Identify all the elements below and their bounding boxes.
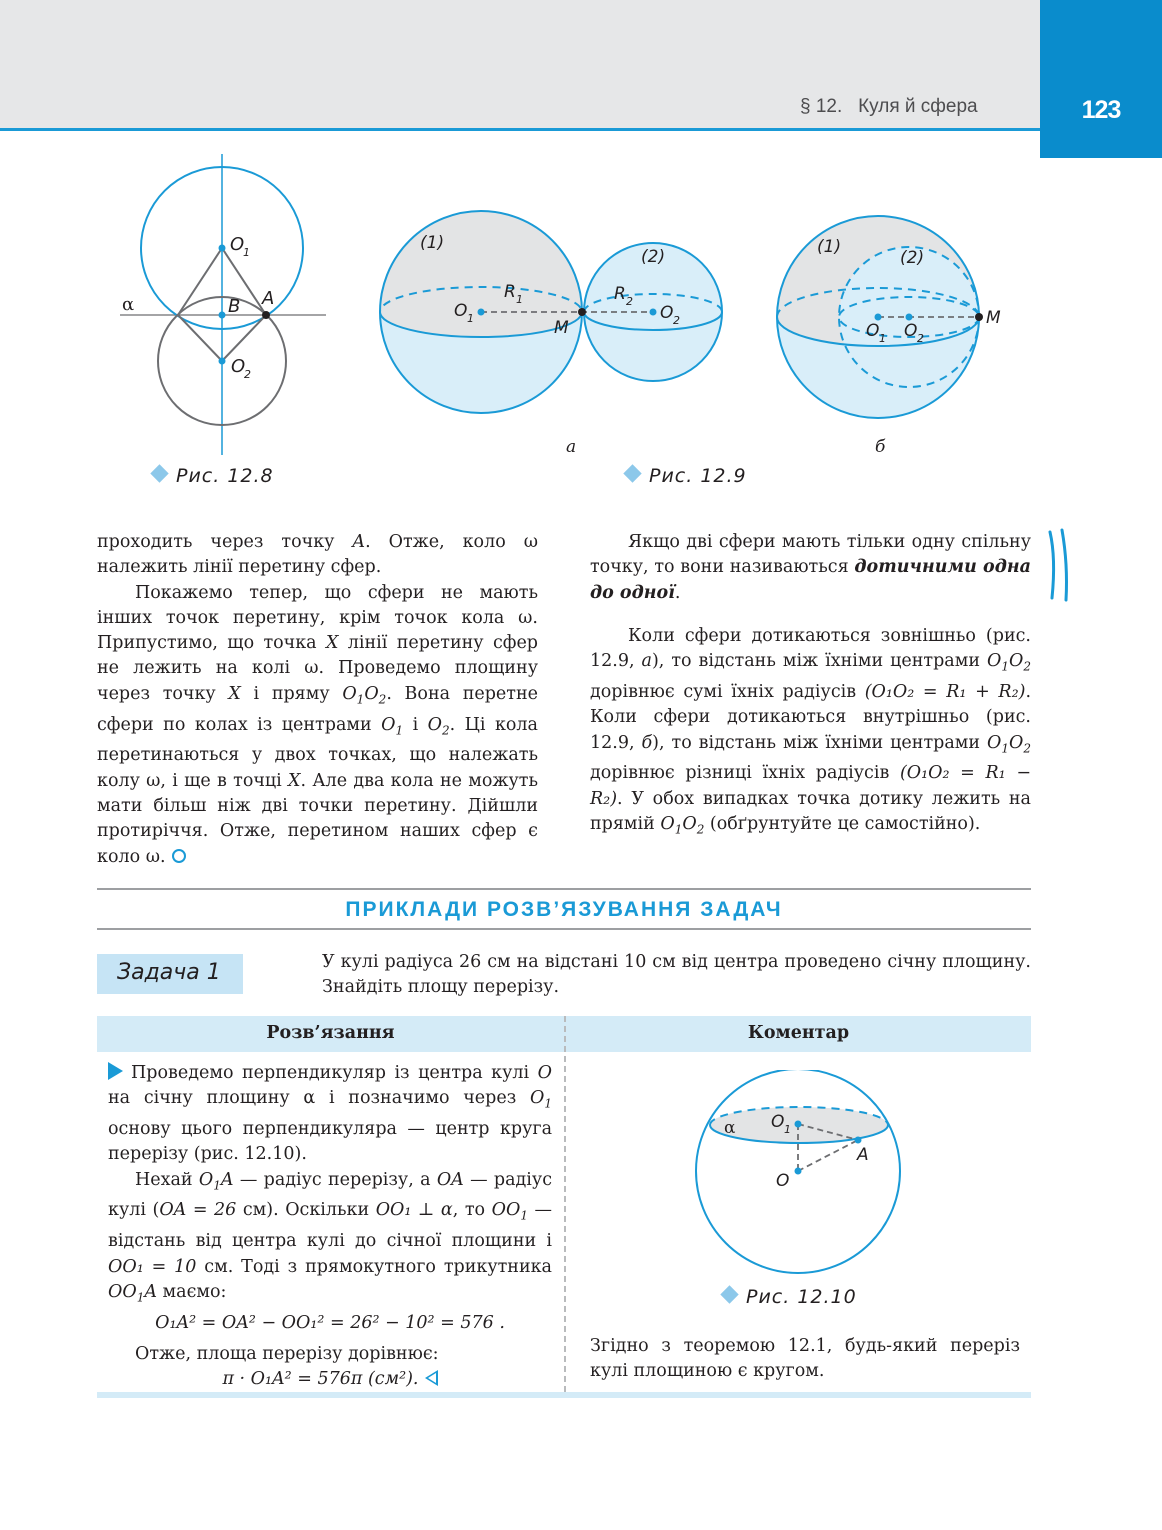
label-a-fig10: A xyxy=(857,1145,869,1165)
label-sphere1-a: (1) xyxy=(420,233,445,253)
ref-a: а xyxy=(641,651,652,672)
label-sphere2-b: (2) xyxy=(900,248,925,268)
fig-12-9a-sublabel: а xyxy=(566,437,577,457)
text-span: . Але два кола не можуть мати більш ніж дві точки перетину. Дійшли протиріччя. Отже, перетином наших сфер є коло ω. xyxy=(97,770,538,867)
text-span: , то xyxy=(452,1200,492,1221)
formula-answer: π · O₁A² = 576π (см²). xyxy=(222,1369,419,1390)
var-x: X xyxy=(325,633,339,654)
definition-term: дотичними одна до одної xyxy=(590,557,1031,603)
end-solution-icon xyxy=(425,1370,438,1386)
solution-paragraph-1 xyxy=(108,1061,552,1168)
right-column xyxy=(590,530,1031,843)
right-paragraph-2 xyxy=(590,624,1031,843)
text-span: Якщо дві сфери мають тільки одну спільну точку, то вони називаються xyxy=(590,532,1031,578)
var-a: A xyxy=(352,532,366,552)
var-o2: $O_2$ xyxy=(427,714,450,738)
label-o2-9b: O xyxy=(904,321,918,341)
text-span: . Коли сфери дотикаються внутрішньо (рис. 12.9, xyxy=(590,681,1032,753)
fig-12-9b-sublabel: б xyxy=(875,437,886,457)
solution-text xyxy=(108,1061,552,1393)
label-r1-9a: R xyxy=(504,282,516,302)
header-rule xyxy=(0,128,1040,131)
diamond-icon xyxy=(623,464,641,482)
formula-sum: (O₁O₂ = R₁ + R₂) xyxy=(864,681,1026,702)
label-b-fig8: B xyxy=(228,296,241,317)
var-o: O xyxy=(427,714,442,735)
label-m-9a: M xyxy=(554,318,569,338)
fig-12-8-caption xyxy=(153,465,274,487)
left-paragraph-2 xyxy=(97,581,538,870)
label-r1-sub-9a: 1 xyxy=(516,293,523,306)
label-sphere2-a: (2) xyxy=(641,247,666,267)
var-o: O xyxy=(364,683,379,704)
figure-12-9b-drawing xyxy=(777,216,983,418)
formula-main: O₁A² = OA² − OO₁² = 26² − 10² = 576 xyxy=(155,1312,494,1333)
formula-perp: OO₁ ⊥ α xyxy=(375,1200,453,1221)
var-o1: $O_1$ xyxy=(381,714,404,738)
text-span: . Вона перетне сфери по колах із центрами xyxy=(97,683,538,735)
var-x: X xyxy=(228,683,241,704)
label-r2-9a: R xyxy=(614,284,626,304)
ref-b: б xyxy=(641,732,653,753)
text-span: проходить через точку xyxy=(97,532,353,552)
text-span: . У обох випадках точка дотику лежить на прямій xyxy=(590,788,1031,834)
section-rule-top xyxy=(97,888,1031,890)
label-alpha-fig8: α xyxy=(122,294,135,315)
text-span: — радіус перерізу, а xyxy=(233,1169,437,1190)
header-comment: Коментар xyxy=(747,1023,850,1043)
text-span: дорівнює сумі їхніх радіусів xyxy=(590,681,865,702)
diamond-icon xyxy=(720,1285,738,1303)
text-span: Проведемо перпендикуляр із центра кулі xyxy=(131,1063,538,1083)
text-span: — відстань від центра кулі до січної площини і xyxy=(108,1200,552,1252)
table-bottom-bar xyxy=(97,1392,1031,1398)
text-span: лінії перетину сфер не лежить на колі ω. Проведемо площину через точку xyxy=(97,633,538,704)
left-paragraph-1 xyxy=(97,530,538,581)
solution-answer xyxy=(108,1367,552,1392)
var-oo1: $OO_1$ xyxy=(491,1200,528,1223)
label-o1-sub-fig8: 1 xyxy=(243,246,250,259)
var-o1o2: $O_1O_2$ xyxy=(660,813,705,837)
label-o-fig10: O xyxy=(776,1171,790,1191)
text-span: . Отже, коло ω належить лінії перетину сфер. xyxy=(97,532,538,578)
text-span: маємо: xyxy=(156,1281,227,1302)
var-oo1a: $OO_1A$ xyxy=(108,1281,157,1305)
table-column-divider xyxy=(564,1016,566,1392)
page-number: 123 xyxy=(1081,96,1121,124)
text-span: на січну площину α і позначимо через xyxy=(108,1088,530,1109)
label-o1-sub-9a: 1 xyxy=(467,312,474,325)
label-o1-9b: O xyxy=(866,321,880,341)
var-o1o2: $O_1O_2$ xyxy=(342,683,387,707)
label-o2-sub-fig8: 2 xyxy=(244,368,251,381)
label-o1-sub-fig10: 1 xyxy=(784,1123,791,1136)
text-span: — радіус кулі ( xyxy=(108,1169,553,1221)
label-o1-9a: O xyxy=(454,301,468,321)
header-solution: Розв’язання xyxy=(266,1023,395,1043)
fig-12-8-caption-text: Рис. 12.8 xyxy=(176,465,274,487)
figure-12-10-drawing xyxy=(690,1070,910,1280)
label-o2-fig8: O xyxy=(231,356,246,377)
label-o2-sub-9b: 2 xyxy=(917,332,924,345)
proof-end-icon xyxy=(172,849,186,863)
var-o1a: $O_1A$ xyxy=(198,1169,234,1193)
solution-paragraph-3: Отже, площа перерізу дорівнює: xyxy=(135,1343,439,1364)
var-oa: OA xyxy=(436,1169,464,1190)
label-o2-9a: O xyxy=(660,303,674,323)
label-m-9b: M xyxy=(986,308,1001,328)
label-r2-sub-9a: 2 xyxy=(626,295,633,308)
label-alpha-fig10: α xyxy=(724,1118,736,1138)
var-o1: $O_1$ xyxy=(530,1088,552,1111)
formula-diff: (O₁O₂ = R₁ − R₂) xyxy=(590,763,1032,809)
task-label: Задача 1 xyxy=(117,960,221,985)
left-column xyxy=(97,530,538,870)
text-span: ), то відстань між їхніми центрами xyxy=(651,651,987,672)
comment-text: Згідно з теоремою 12.1, будь-який переріз кулі площиною є кругом. xyxy=(590,1336,1020,1382)
text-span: ), то відстань між їхніми центрами xyxy=(652,732,987,753)
fig-12-9-caption xyxy=(626,465,747,487)
formula-oo1: OO₁ = 10 xyxy=(108,1256,197,1277)
text-span: . Ці кола перетинаються у двох точках, що належать колу ω, і ще в точці xyxy=(97,714,538,791)
right-paragraph-1 xyxy=(590,530,1031,606)
text-span: см). Оскільки xyxy=(236,1200,376,1221)
text-span: см. Тоді з прямокутного трикутника xyxy=(196,1256,552,1277)
text-span: дорівнює різниці їхніх радіусів xyxy=(590,763,900,784)
solution-formula: O₁A² = OA² − OO₁² = 26² − 10² = 576 . xyxy=(155,1312,505,1333)
text-span: Коли сфери дотикаються зовнішньо (рис. 12.9, xyxy=(590,625,1031,672)
text-span: Покажемо тепер, що сфери не мають інших точок перетину, крім точок кола ω. Припустимо, що точка xyxy=(97,582,538,654)
var-o1o2: $O_1O_2$ xyxy=(987,732,1031,756)
fig-12-9-caption-text: Рис. 12.9 xyxy=(649,465,747,487)
var-o: O xyxy=(537,1063,552,1083)
figure-12-8-drawing xyxy=(120,154,326,455)
text-span: і пряму xyxy=(240,683,343,704)
formula-oa: OA = 26 xyxy=(159,1200,237,1221)
page-number-tab xyxy=(1040,0,1162,158)
fig-12-10-caption-text: Рис. 12.10 xyxy=(746,1286,857,1308)
label-o1-sub-9b: 1 xyxy=(879,332,886,345)
var-x: X xyxy=(288,770,301,791)
play-icon xyxy=(108,1062,123,1080)
section-rule-bottom xyxy=(97,928,1031,930)
label-sphere1-b: (1) xyxy=(817,237,842,257)
margin-mark-icon xyxy=(1044,528,1074,604)
label-o1-fig8: O xyxy=(230,234,245,255)
text-span: основу цього перпендикуляра — центр круга перерізу (рис. 12.10). xyxy=(108,1119,552,1165)
fig-12-10-caption xyxy=(723,1286,857,1308)
label-o2-sub-9a: 2 xyxy=(673,314,680,327)
examples-title: ПРИКЛАДИ РОЗВ’ЯЗУВАННЯ ЗАДАЧ xyxy=(345,898,783,921)
text-span: Нехай xyxy=(135,1169,199,1190)
var-o: O xyxy=(381,714,396,735)
var-o: O xyxy=(342,683,357,704)
label-a-fig8: A xyxy=(262,288,275,309)
diamond-icon xyxy=(150,464,168,482)
task-text: У кулі радіуса 26 см на відстані 10 см від центра проведено січну площину. Знайдіть площу перерізу. xyxy=(322,952,1031,998)
var-o1o2: $O_1O_2$ xyxy=(987,651,1031,674)
label-o1-fig10: O xyxy=(771,1112,785,1132)
text-span: і xyxy=(403,714,428,735)
text-span: (обґрунтуйте це самостійно). xyxy=(704,813,981,834)
figures-12-8-12-9 xyxy=(0,140,1040,460)
solution-paragraph-2 xyxy=(108,1168,552,1311)
section-title: § 12. Куля й сфера xyxy=(800,96,978,117)
text-span: . xyxy=(674,582,681,603)
